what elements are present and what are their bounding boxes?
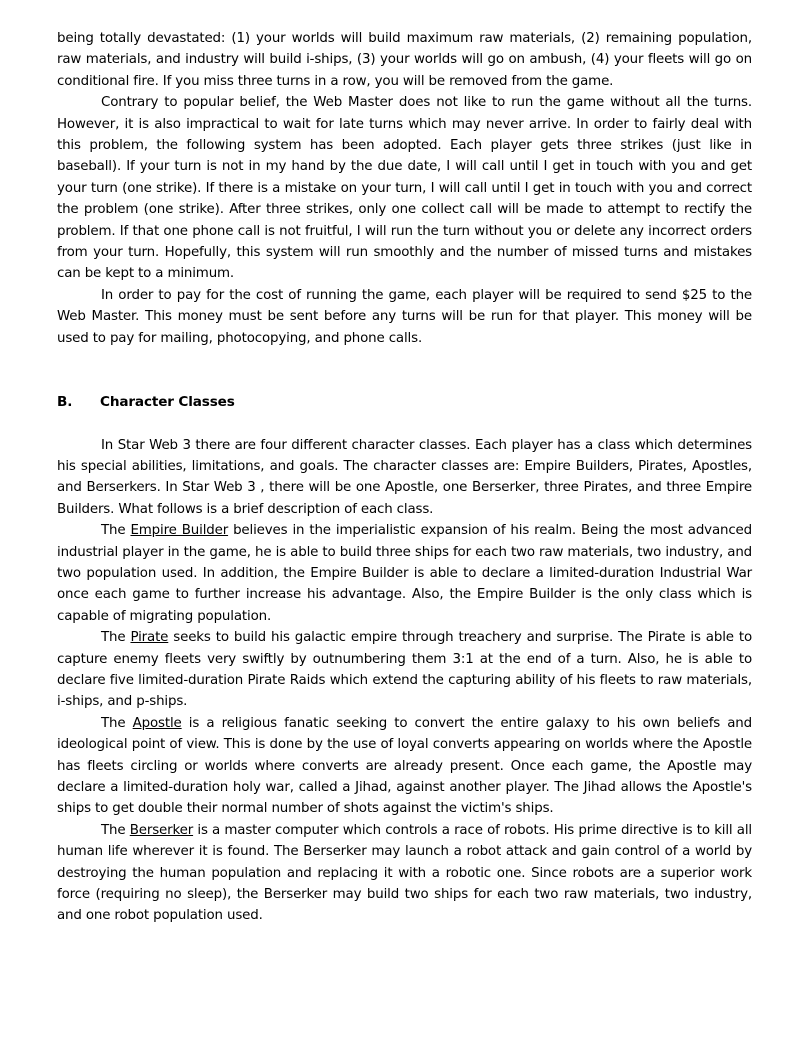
intro-paragraph-2: Contrary to popular belief, the Web Master does not like to run the game without all the turns. However, it is also impractical to wait for late turns which may never arrive. In order to fairly deal with this problem, the following system has been adopted. Each player gets three strikes (just like in baseball). If your turn is not in my hand by the due date, I will call until I get in touch with you and get your turn (one strike). If there is a mistake on your turn, I will call until I get in touch with you and correct the problem (one strike). After three strikes, only one collect call will be made to attempt to rectify the problem. If that one phone call is not fruitful, I will run the turn without you or delete any incorrect orders from your turn. Hopefully, this system will run smoothly and the number of missed turns and mistakes can be kept to a minimum. bbox=[57, 95, 752, 282]
empire-builder-term: Empire Builder bbox=[130, 523, 229, 539]
section-heading bbox=[57, 392, 752, 413]
apostle-term: Apostle bbox=[132, 715, 182, 731]
section-letter: B. bbox=[57, 394, 73, 411]
apostle-paragraph bbox=[57, 713, 752, 820]
berserker-text: is a master computer which controls a race of robots. His prime directive is to kill all human life wherever it is found. The Berserker may launch a robot attack and gain control of a world by destroying the human population and replacing it with a robotic one. Since robots are a superior work force (requiring no sleep), the Berserker may build two ships for each two raw materials, two industry, and one robot population used. bbox=[57, 822, 752, 924]
empire-builder-text: believes in the imperialistic expansion of his realm. Being the most advanced industrial player in the game, he is able to build three ships for each two raw materials, two industry, and two population used. In addition, the Empire Builder is able to declare a limited-duration Industrial War once each game to further increase his advantage. Also, the Empire Builder is the only class which is capable of migrating population. bbox=[57, 523, 752, 624]
pirate-paragraph bbox=[57, 627, 752, 713]
empire-builder-lead: The bbox=[101, 523, 131, 539]
pirate-lead: The bbox=[101, 630, 131, 646]
pirate-text: seeks to build his galactic empire through treachery and surprise. The Pirate is able to capture enemy fleets very swiftly by outnumbering them 3:1 at the end of a turn. Also, he is able to declare five limited-duration Pirate Raids which extend the capturing ability of his fleets to raw materials, i-ships, and p-ships. bbox=[57, 630, 753, 710]
pirate-term: Pirate bbox=[130, 630, 169, 646]
apostle-lead: The bbox=[101, 715, 133, 731]
berserker-term: Berserker bbox=[129, 822, 194, 838]
berserker-lead: The bbox=[101, 822, 130, 838]
empire-builder-paragraph bbox=[57, 520, 752, 627]
intro-paragraph-1: being totally devastated: (1) your worlds will build maximum raw materials, (2) remaining population, raw materials, and industry will build i-ships, (3) your worlds will go on ambush, (4) your fleets will go on conditional fire. If you miss three turns in a row, you will be removed from the game. bbox=[57, 31, 752, 89]
classes-intro-paragraph: In Star Web 3 there are four different character classes. Each player has a class which determines his special abilities, limitations, and goals. The character classes are: Empire Builders, Pirates, Apostles, and Berserkers. In Star Web 3 , there will be one Apostle, one Berserker, three Pirates, and three Empire Builders. What follows is a brief description of each class. bbox=[57, 437, 752, 517]
section-title: Character Classes bbox=[100, 394, 235, 411]
apostle-text: is a religious fanatic seeking to convert the entire galaxy to his own beliefs and ideological point of view. This is done by the use of loyal converts appearing on worlds where the Apostle has fleets circling or worlds where converts are already present. Once each game, the Apostle may declare a limited-duration holy war, called a Jihad, against another player. The Jihad allows the Apostle's ships to get double their normal number of shots against the victim's ships. bbox=[57, 715, 752, 817]
berserker-paragraph bbox=[57, 820, 752, 927]
section-gap bbox=[57, 349, 752, 392]
intro-paragraph-3: In order to pay for the cost of running the game, each player will be required to send $25 to the Web Master. This money must be sent before any turns will be run for that player. This money will be used to pay for mailing, photocopying, and phone calls. bbox=[57, 287, 752, 346]
